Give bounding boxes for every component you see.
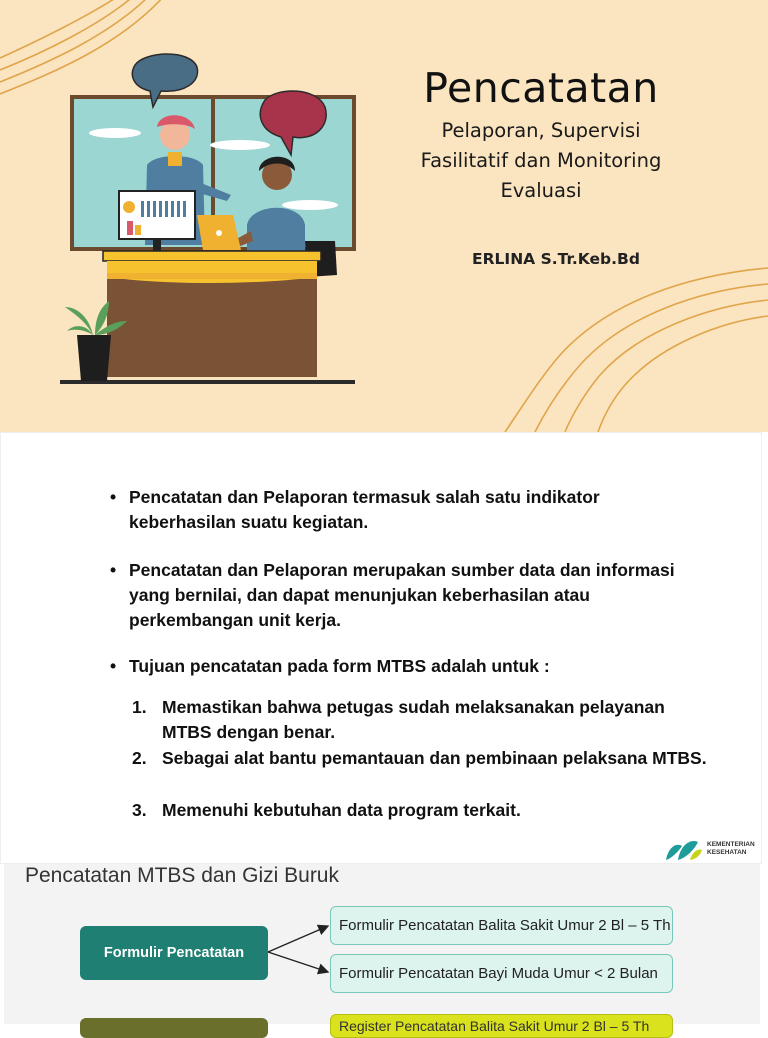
formulir-pencatatan-box: Formulir Pencatatan bbox=[80, 926, 268, 980]
subtitle-line: Evaluasi bbox=[500, 179, 582, 202]
item-number: 1. bbox=[132, 697, 147, 717]
item-text: Memastikan bahwa petugas sudah melaksanakan pelayanan MTBS dengan benar. bbox=[162, 697, 665, 742]
bullet-item bbox=[110, 558, 700, 633]
bullet-text: Pencatatan dan Pelaporan merupakan sumber data dan informasi yang bernilai, dan dapat menunjukan keberhasilan atau perkembangan unit kerja. bbox=[129, 560, 675, 630]
item-text: Sebagai alat bantu pemantauan dan pembinaan pelaksana MTBS. bbox=[162, 748, 707, 768]
item-number: 2. bbox=[132, 748, 147, 768]
subtitle-line: Pelaporan, Supervisi bbox=[441, 119, 641, 142]
register-balita-sakit-box: Register Pencatatan Balita Sakit Umur 2 Bl – 5 Th bbox=[330, 1014, 673, 1038]
register-box-partial bbox=[80, 1018, 268, 1038]
content-slide bbox=[0, 432, 768, 864]
formulir-bayi-muda-box: Formulir Pencatatan Bayi Muda Umur < 2 Bulan bbox=[330, 954, 673, 993]
formulir-balita-sakit-box: Formulir Pencatatan Balita Sakit Umur 2 Bl – 5 Th bbox=[330, 906, 673, 945]
bullet-symbol: • bbox=[110, 656, 117, 676]
bullet-text: Tujuan pencatatan pada form MTBS adalah untuk : bbox=[129, 656, 550, 676]
logo-line: KESEHATAN bbox=[707, 849, 747, 856]
logo-line: KEMENTERIAN bbox=[707, 841, 755, 848]
author-name: ERLINA S.Tr.Keb.Bd bbox=[472, 250, 640, 268]
item-number: 3. bbox=[132, 800, 147, 820]
office-illustration bbox=[55, 45, 365, 390]
bullet-text: Pencatatan dan Pelaporan termasuk salah satu indikator keberhasilan suatu kegiatan. bbox=[129, 487, 600, 532]
bullet-symbol: • bbox=[110, 560, 117, 580]
numbered-item bbox=[132, 746, 712, 771]
numbered-item bbox=[132, 798, 712, 823]
item-text: Memenuhi kebutuhan data program terkait. bbox=[162, 800, 521, 820]
logo-text bbox=[707, 841, 755, 857]
slide-subtitle bbox=[392, 116, 690, 206]
bullet-symbol: • bbox=[110, 487, 117, 507]
diagram-title: Pencatatan MTBS dan Gizi Buruk bbox=[25, 864, 339, 887]
slide-title: Pencatatan bbox=[423, 64, 659, 112]
subtitle-line: Fasilitatif dan Monitoring bbox=[420, 149, 662, 172]
kemenkes-logo-icon bbox=[664, 836, 704, 862]
title-slide bbox=[0, 0, 768, 432]
bullet-item bbox=[110, 654, 700, 679]
bullet-item bbox=[110, 485, 700, 535]
numbered-item bbox=[132, 695, 712, 745]
